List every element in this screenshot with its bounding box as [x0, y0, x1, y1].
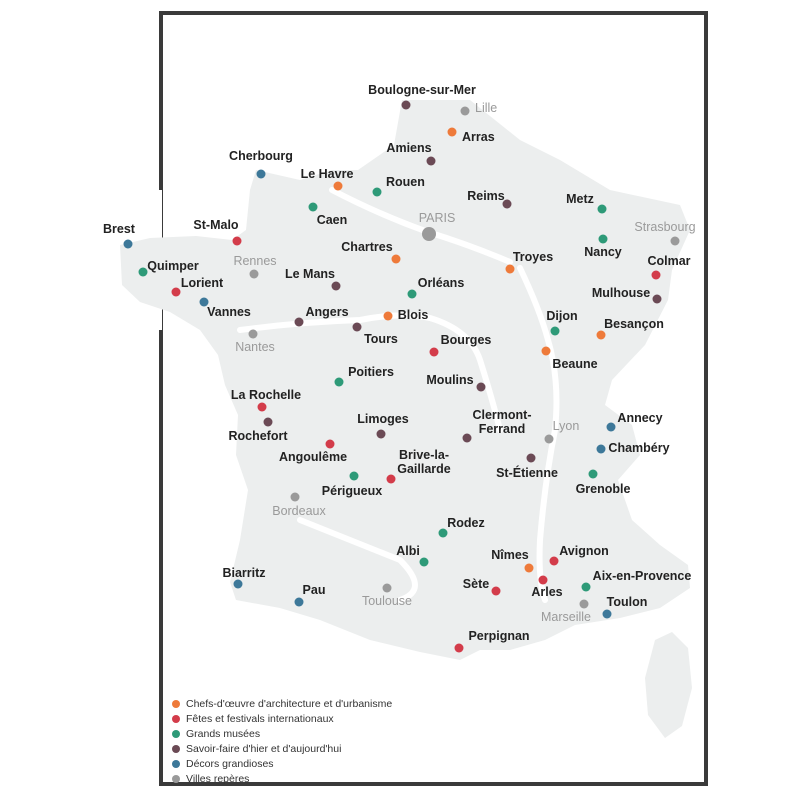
city-label-chartres: Chartres	[341, 240, 393, 254]
city-label-beaune: Beaune	[552, 357, 598, 371]
legend-dot-savoir_faire	[172, 745, 180, 753]
city-marker-orleans	[408, 290, 417, 299]
legend-dot-festivals	[172, 715, 180, 723]
city-label-bordeaux: Bordeaux	[272, 504, 326, 518]
city-label-blois: Blois	[397, 308, 429, 322]
city-marker-angouleme	[326, 440, 335, 449]
city-label-arras: Arras	[462, 130, 495, 144]
city-label-quimper: Quimper	[147, 259, 199, 273]
city-label-lorient: Lorient	[180, 276, 224, 290]
city-marker-bourges	[430, 348, 439, 357]
city-marker-clermont-ferrand	[463, 434, 472, 443]
city-label-la-rochelle: La Rochelle	[230, 388, 302, 402]
city-marker-marseille	[580, 600, 589, 609]
city-label-rochefort: Rochefort	[228, 429, 288, 443]
legend-item-festivals	[172, 711, 532, 726]
city-label-rodez: Rodez	[447, 516, 485, 530]
city-label-angers: Angers	[305, 305, 349, 319]
legend-item-architecture	[172, 696, 532, 711]
city-label-avignon: Avignon	[559, 544, 609, 558]
legend-item-savoir_faire	[172, 741, 532, 756]
city-marker-pau	[295, 598, 304, 607]
city-label-sete: Sète	[462, 577, 490, 591]
city-marker-angers	[295, 318, 304, 327]
legend-item-decors	[172, 756, 532, 771]
city-marker-tours	[353, 323, 362, 332]
city-label-mulhouse: Mulhouse	[591, 286, 651, 300]
city-label-perigueux: Périgueux	[321, 484, 383, 498]
city-marker-beaune	[542, 347, 551, 356]
city-label-biarritz: Biarritz	[222, 566, 266, 580]
city-label-pau: Pau	[302, 583, 326, 597]
city-marker-perpignan	[455, 644, 464, 653]
city-marker-besancon	[597, 331, 606, 340]
city-marker-dijon	[551, 327, 560, 336]
city-label-chambery: Chambéry	[608, 441, 670, 455]
legend-label-festivals: Fêtes et festivals internationaux	[186, 712, 334, 725]
city-marker-le-havre	[334, 182, 343, 191]
city-label-arles: Arles	[531, 585, 563, 599]
city-marker-bordeaux	[291, 493, 300, 502]
city-marker-biarritz	[234, 580, 243, 589]
city-marker-toulon	[603, 610, 612, 619]
city-marker-amiens	[427, 157, 436, 166]
city-label-aix-en-provence: Aix-en-Provence	[592, 569, 692, 583]
city-label-besancon: Besançon	[604, 317, 664, 331]
city-label-st-etienne: St-Étienne	[496, 466, 558, 480]
city-label-lille: Lille	[475, 101, 498, 115]
city-label-toulouse: Toulouse	[361, 594, 413, 608]
city-marker-arles	[539, 576, 548, 585]
legend-dot-decors	[172, 760, 180, 768]
legend-label-decors: Décors grandioses	[186, 757, 274, 770]
legend-dot-museums	[172, 730, 180, 738]
city-label-st-malo: St-Malo	[193, 218, 239, 232]
city-marker-lyon	[545, 435, 554, 444]
city-label-colmar: Colmar	[647, 254, 691, 268]
city-marker-aix-en-provence	[582, 583, 591, 592]
city-label-rouen: Rouen	[386, 175, 425, 189]
legend	[172, 696, 532, 786]
city-marker-annecy	[607, 423, 616, 432]
city-label-moulins: Moulins	[426, 373, 474, 387]
city-label-le-mans: Le Mans	[284, 267, 336, 281]
city-label-metz: Metz	[566, 192, 594, 206]
city-label-annecy: Annecy	[617, 411, 663, 425]
city-label-vannes: Vannes	[207, 305, 251, 319]
city-label-paris: PARIS	[418, 211, 456, 225]
city-marker-lorient	[172, 288, 181, 297]
city-marker-quimper	[139, 268, 148, 277]
legend-dot-reference	[172, 775, 180, 783]
city-marker-colmar	[652, 271, 661, 280]
city-label-grenoble: Grenoble	[575, 482, 631, 496]
legend-label-savoir_faire: Savoir-faire d'hier et d'aujourd'hui	[186, 742, 342, 755]
city-label-poitiers: Poitiers	[348, 365, 394, 379]
city-label-tours: Tours	[364, 332, 398, 346]
legend-dot-architecture	[172, 700, 180, 708]
city-marker-moulins	[477, 383, 486, 392]
city-label-toulon: Toulon	[606, 595, 648, 609]
city-label-clermont-ferrand: Clermont-Ferrand	[472, 408, 532, 436]
legend-label-architecture: Chefs-d'œuvre d'architecture et d'urbanisme	[186, 697, 393, 710]
city-marker-chartres	[392, 255, 401, 264]
legend-label-reference: Villes repères	[186, 772, 250, 785]
city-marker-limoges	[377, 430, 386, 439]
city-marker-rodez	[439, 529, 448, 538]
legend-label-museums: Grands musées	[186, 727, 261, 740]
city-marker-la-rochelle	[258, 403, 267, 412]
city-marker-blois	[384, 312, 393, 321]
city-marker-st-etienne	[527, 454, 536, 463]
city-label-angouleme: Angoulême	[278, 450, 348, 464]
legend-item-reference	[172, 771, 532, 786]
city-marker-boulogne-sur-mer	[402, 101, 411, 110]
city-label-orleans: Orléans	[417, 276, 465, 290]
city-marker-cherbourg	[257, 170, 266, 179]
city-label-bourges: Bourges	[440, 333, 492, 347]
city-marker-rennes	[250, 270, 259, 279]
city-marker-nancy	[599, 235, 608, 244]
city-marker-arras	[448, 128, 457, 137]
corsica	[645, 632, 692, 738]
city-label-limoges: Limoges	[357, 412, 409, 426]
city-marker-st-malo	[233, 237, 242, 246]
city-label-troyes: Troyes	[512, 250, 554, 264]
city-label-perpignan: Perpignan	[468, 629, 530, 643]
city-marker-poitiers	[335, 378, 344, 387]
city-label-cherbourg: Cherbourg	[229, 149, 293, 163]
city-marker-chambery	[597, 445, 606, 454]
city-label-brest: Brest	[103, 222, 135, 236]
city-marker-mulhouse	[653, 295, 662, 304]
city-marker-paris	[422, 227, 436, 241]
city-label-nancy: Nancy	[584, 245, 622, 259]
city-marker-sete	[492, 587, 501, 596]
city-marker-caen	[309, 203, 318, 212]
city-label-nantes: Nantes	[235, 340, 275, 354]
city-label-strasbourg: Strasbourg	[634, 220, 696, 234]
city-label-reims: Reims	[467, 189, 505, 203]
city-marker-brest	[124, 240, 133, 249]
city-marker-le-mans	[332, 282, 341, 291]
city-label-caen: Caen	[316, 213, 348, 227]
city-marker-lille	[461, 107, 470, 116]
city-marker-troyes	[506, 265, 515, 274]
city-marker-rochefort	[264, 418, 273, 427]
legend-item-museums	[172, 726, 532, 741]
city-label-marseille: Marseille	[540, 610, 592, 624]
city-marker-brive-la-gaillarde	[387, 475, 396, 484]
city-marker-nantes	[249, 330, 258, 339]
city-marker-albi	[420, 558, 429, 567]
city-label-albi: Albi	[396, 544, 420, 558]
city-marker-metz	[598, 205, 607, 214]
city-label-lyon: Lyon	[552, 419, 580, 433]
city-label-amiens: Amiens	[386, 141, 432, 155]
city-marker-toulouse	[383, 584, 392, 593]
city-marker-perigueux	[350, 472, 359, 481]
city-label-rennes: Rennes	[233, 254, 277, 268]
city-marker-grenoble	[589, 470, 598, 479]
city-label-dijon: Dijon	[546, 309, 578, 323]
city-label-le-havre: Le Havre	[300, 167, 354, 181]
city-marker-avignon	[550, 557, 559, 566]
city-label-boulogne-sur-mer: Boulogne-sur-Mer	[368, 83, 476, 97]
city-marker-nimes	[525, 564, 534, 573]
city-marker-rouen	[373, 188, 382, 197]
city-label-nimes: Nîmes	[491, 548, 529, 562]
city-marker-strasbourg	[671, 237, 680, 246]
city-label-brive-la-gaillarde: Brive-la-Gaillarde	[397, 448, 451, 476]
